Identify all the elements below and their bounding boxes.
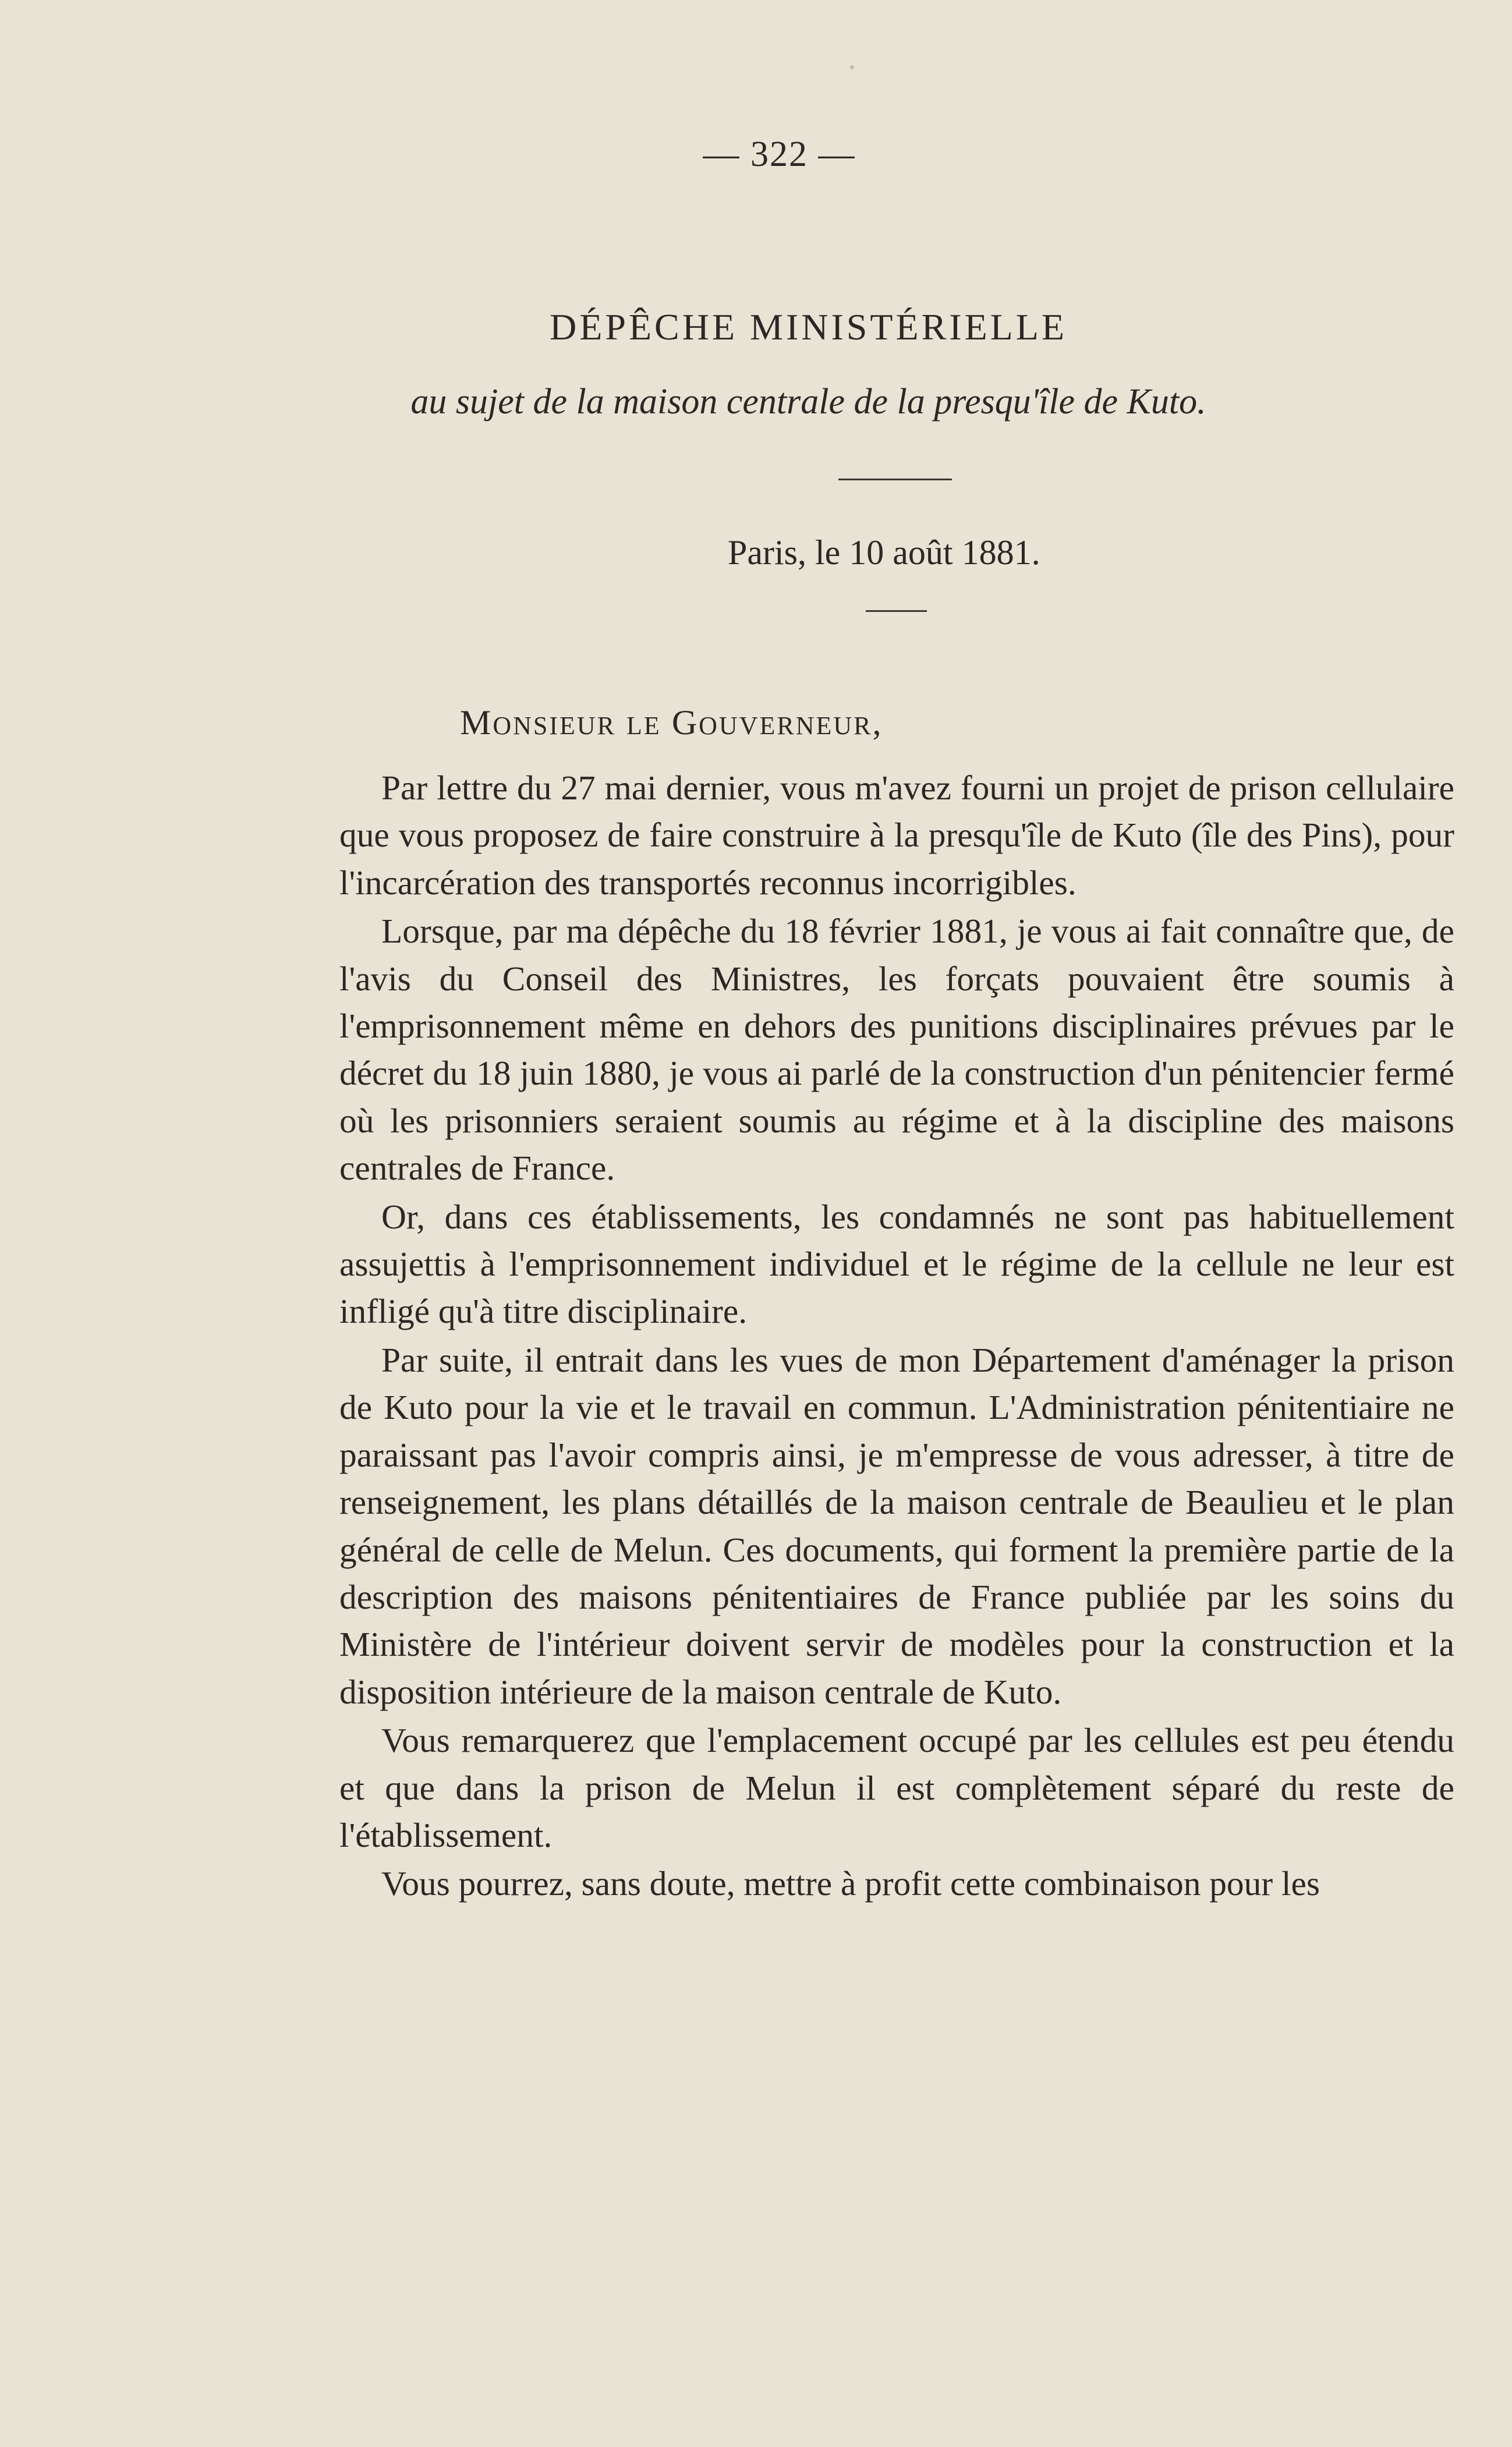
body-paragraph: Par lettre du 27 mai dernier, vous m'avez fourni un projet de prison cellulaire que vous proposez de faire construire à la presqu'île de Kuto (île des Pins), pour l'incarcération des transportés reconnus incorrigibles.	[339, 769, 1454, 902]
dateline: Paris, le 10 août 1881.	[728, 533, 1040, 572]
paper-speck	[1208, 1745, 1213, 1751]
salutation-smallcaps: OUVERNEUR	[699, 711, 873, 740]
body-paragraph: Par suite, il entrait dans les vues de mon Département d'aménager la prison de Kuto pour la vie et le travail en commun. L'Administration pénitentiaire ne paraissant pas l'avoir compris ainsi, je m'empresse de vous adresser, à titre de renseignement, les plans détaillés de la maison centrale de Beaulieu et le plan général de celle de Melun. Ces documents, qui forment la première partie de la description des maisons pénitentiaires de France publiée par les soins du Ministère de l'intérieur doivent servir de modèles pour la construction et la disposition intérieure de la maison centrale de Kuto.	[339, 1340, 1454, 1711]
document-subtitle: au sujet de la maison centrale de la presqu'île de Kuto.	[410, 382, 1206, 422]
salutation-smallcaps: LE	[626, 711, 661, 740]
document-title: DÉPÊCHE MINISTÉRIELLE	[550, 306, 1067, 348]
body-paragraph: Vous remarquerez que l'emplacement occupé par les cellules est peu étendu et que dans la prison de Melun il est complètement séparé du reste de l'établissement.	[339, 1721, 1454, 1854]
salutation-initial: G	[671, 703, 699, 742]
body-paragraph: Lorsque, par ma dépêche du 18 février 1881, je vous ai fait connaître que, de l'avis du Conseil des Ministres, les forçats pouvaient être soumis à l'emprisonnement même en dehors des punitions disciplinaires prévues par le décret du 18 juin 1880, je vous ai parlé de la construction d'un pénitencier fermé où les prisonniers seraient soumis au régime et à la discipline des maisons centrales de France.	[339, 912, 1454, 1188]
salutation-punctuation: ,	[872, 703, 883, 742]
paper-speck	[850, 65, 854, 69]
body-paragraph: Or, dans ces établissements, les condamnés ne sont pas habituellement assujettis à l'emprisonnement individuel et le régime de la cellule ne leur est infligé qu'à titre disciplinaire.	[339, 1197, 1454, 1331]
salutation-initial: M	[460, 703, 493, 742]
salutation-smallcaps: ONSIEUR	[493, 711, 617, 740]
letter-body	[339, 764, 1454, 1909]
separator-rule-short	[866, 610, 927, 612]
salutation	[460, 703, 883, 743]
page-number: — 322 —	[703, 134, 856, 174]
separator-rule	[838, 479, 952, 480]
body-paragraph: Vous pourrez, sans doute, mettre à profit cette combinaison pour les	[381, 1864, 1320, 1903]
